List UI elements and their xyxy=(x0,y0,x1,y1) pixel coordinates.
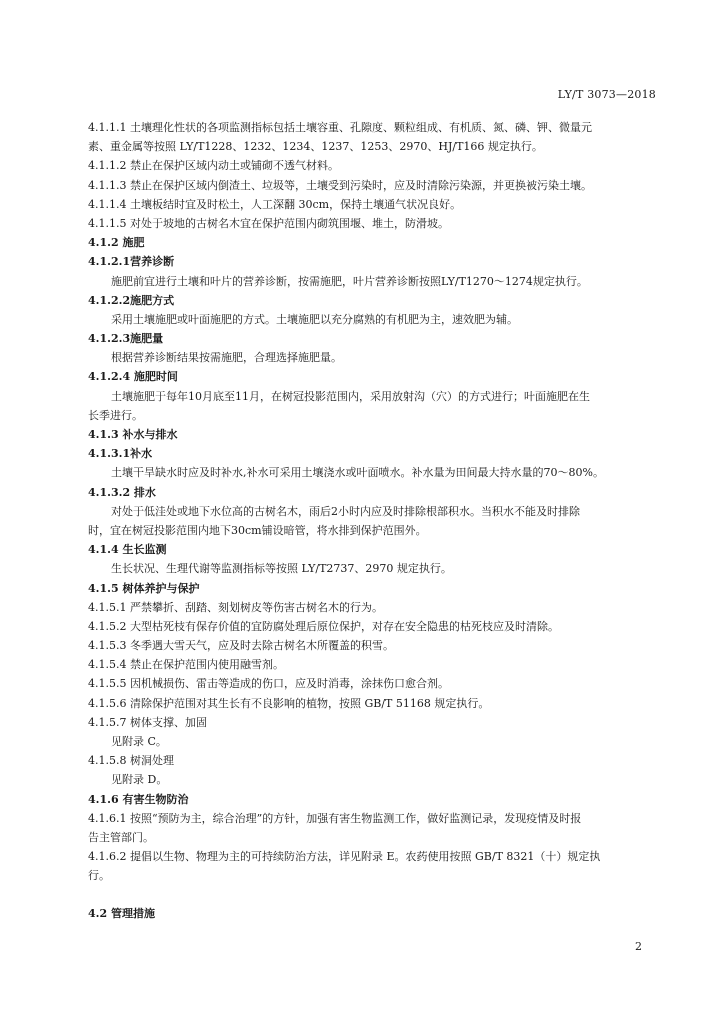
text-line: 告主管部门。 xyxy=(88,830,154,844)
subsection-heading: 4.1.2.1营养诊断 xyxy=(88,255,175,269)
text-line: 4.1.5.5 因机械损伤、雷击等造成的伤口，应及时消毒，涂抹伤口愈合剂。 xyxy=(88,677,449,691)
text-line: 时，宜在树冠投影范围内地下30cm铺设暗管，将水排到保护范围外。 xyxy=(88,523,427,537)
text-line: 土壤干旱缺水时应及时补水,补水可采用土壤浇水或叶面喷水。补水量为田间最大持水量的70～80%。 xyxy=(111,466,604,480)
text-line: 4.1.5.6 清除保护范围对其生长有不良影响的植物，按照 GB/T 51168 规定执行。 xyxy=(88,696,490,710)
text-line: 4.1.6.2 提倡以生物、物理为主的可持续防治方法，详见附录 E。农药使用按照 GB/T 8321（十）规定执 xyxy=(88,850,601,864)
text-line: 行。 xyxy=(88,869,110,883)
subsection-heading: 4.1.3.2 排水 xyxy=(88,485,156,499)
subsection-heading: 4.1.2.3施肥量 xyxy=(88,332,164,346)
spacer xyxy=(88,886,658,904)
section-heading: 4.1.6 有害生物防治 xyxy=(88,792,189,806)
text-line: 4.1.1.4 土壤板结时宜及时松土，人工深翻 30cm，保持土壤通气状况良好。 xyxy=(88,197,462,211)
text-line: 4.1.1.1 土壤理化性状的各项监测指标包括土壤容重、孔隙度、颗粒组成、有机质、氮、磷、钾、微量元 xyxy=(88,121,592,134)
text-line: 采用土壤施肥或叶面施肥的方式。土壤施肥以充分腐熟的有机肥为主，速效肥为辅。 xyxy=(111,312,518,326)
section-heading: 4.1.5 树体养护与保护 xyxy=(88,581,200,595)
document-body xyxy=(88,118,658,923)
text-line: 4.1.6.1 按照“预防为主，综合治理”的方针，加强有害生物监测工作，做好监测记录，发现疫情及时报 xyxy=(88,811,582,825)
text-line: 见附录 C。 xyxy=(111,735,167,748)
text-line: 根据营养诊断结果按需施肥，合理选择施肥量。 xyxy=(111,351,342,365)
running-header: LY/T 3073—2018 xyxy=(557,88,656,101)
text-line: 施肥前宜进行土壤和叶片的营养诊断，按需施肥，叶片营养诊断按照LY/T1270～1274规定执行。 xyxy=(111,274,588,288)
text-line: 4.1.5.4 禁止在保护范围内使用融雪剂。 xyxy=(88,658,284,672)
section-heading: 4.1.3 补水与排水 xyxy=(88,428,178,441)
text-line: 4.1.5.2 大型枯死枝有保存价值的宜防腐处理后原位保护，对存在安全隐患的枯死枝应及时清除。 xyxy=(88,619,559,633)
section-heading: 4.1.4 生长监测 xyxy=(88,543,167,557)
subsection-heading: 4.1.3.1补水 xyxy=(88,447,153,461)
text-line: 4.1.1.3 禁止在保护区域内倒渣土、垃圾等，土壤受到污染时，应及时清除污染源，并更换被污染土壤。 xyxy=(88,178,592,192)
text-line: 长季进行。 xyxy=(88,408,143,422)
text-line: 4.1.1.2 禁止在保护区域内动土或铺砌不透气材料。 xyxy=(88,159,339,173)
text-line: 4.1.5.7 树体支撑、加固 xyxy=(88,715,207,729)
subsection-heading: 4.1.2.4 施肥时间 xyxy=(88,370,178,384)
text-line: 土壤施肥于每年10月底至11月，在树冠投影范围内，采用放射沟（穴）的方式进行；叶面施肥在生 xyxy=(111,389,590,403)
text-line: 4.1.1.5 对处于坡地的古树名木宜在保护范围内砌筑围堰、堆土，防滑坡。 xyxy=(88,216,449,230)
section-heading: 4.1.2 施肥 xyxy=(88,236,145,250)
page-number: 2 xyxy=(635,940,642,953)
text-line: 4.1.5.1 严禁攀折、刮踏、刻划树皮等伤害古树名木的行为。 xyxy=(88,600,383,614)
text-line: 见附录 D。 xyxy=(111,773,168,787)
text-line: 素、重金属等按照 LY/T1228、1232、1234、1237、1253、2970、HJ/T166 规定执行。 xyxy=(88,140,543,154)
text-line: 生长状况、生理代谢等监测指标等按照 LY/T2737、2970 规定执行。 xyxy=(111,562,452,576)
text-line: 对处于低洼处或地下水位高的古树名木，雨后2小时内应及时排除根部积水。当积水不能及时排除 xyxy=(111,504,580,518)
subsection-heading: 4.1.2.2施肥方式 xyxy=(88,293,175,307)
section-heading-4-2: 4.2 管理措施 xyxy=(88,906,155,920)
text-line: 4.1.5.3 冬季遇大雪天气，应及时去除古树名木所覆盖的积雪。 xyxy=(88,639,394,653)
text-line: 4.1.5.8 树洞处理 xyxy=(88,754,174,768)
